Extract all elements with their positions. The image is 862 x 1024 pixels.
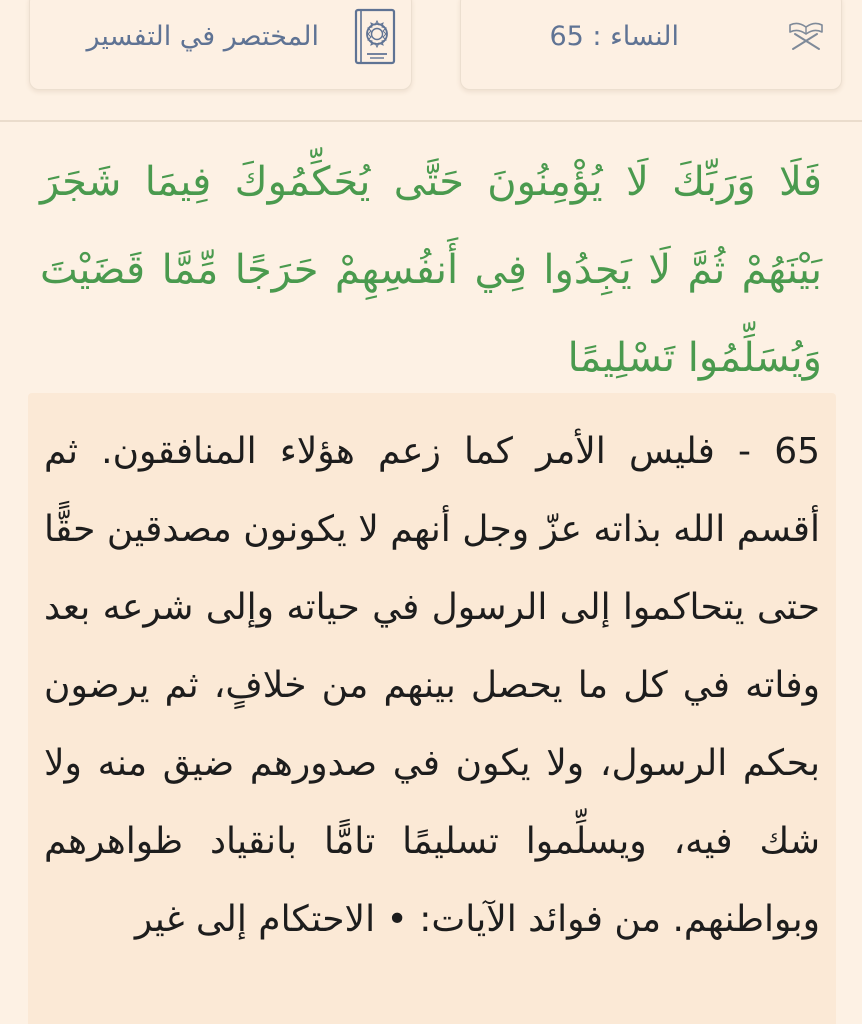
quran-stand-icon: [787, 18, 825, 52]
tafsir-book-selector[interactable]: [29, 0, 412, 90]
tafsir-book-label: المختصر في التفسير: [86, 21, 319, 52]
tafsir-text: 65 - فليس الأمر كما زعم هؤلاء المنافقون. ثم أقسم الله بذاته عزّ وجل أنهم لا يكونون مصدقين حقًّا حتى يتحاكموا إلى الرسول في حياته وإلى شرعه بعد وفاته في كل ما يحصل بينهم من خلافٍ، ثم يرضون بحكم الرسول، ولا يكون في صدورهم ضيق منه ولا شك فيه، ويسلِّموا تسليمًا تامًّا بانقياد ظواهرهم وبواطنهم. من فوائد الآيات: • الاحتكام إلى غير: [44, 431, 820, 940]
tafsir-panel: [28, 393, 836, 1024]
quran-verse-text: فَلَا وَرَبِّكَ لَا يُؤْمِنُونَ حَتَّى يُحَكِّمُوكَ فِيمَا شَجَرَ بَيْنَهُمْ ثُمَّ لَا يَجِدُوا فِي أَنفُسِهِمْ حَرَجًا مِّمَّا قَضَيْتَ وَيُسَلِّمُوا تَسْلِيمًا: [40, 159, 822, 381]
verse-reference-selector[interactable]: [460, 0, 842, 90]
verse-reference-label: النساء : 65: [549, 21, 679, 52]
header-bar: [0, 0, 862, 122]
tafsir-book-icon: [352, 7, 398, 67]
